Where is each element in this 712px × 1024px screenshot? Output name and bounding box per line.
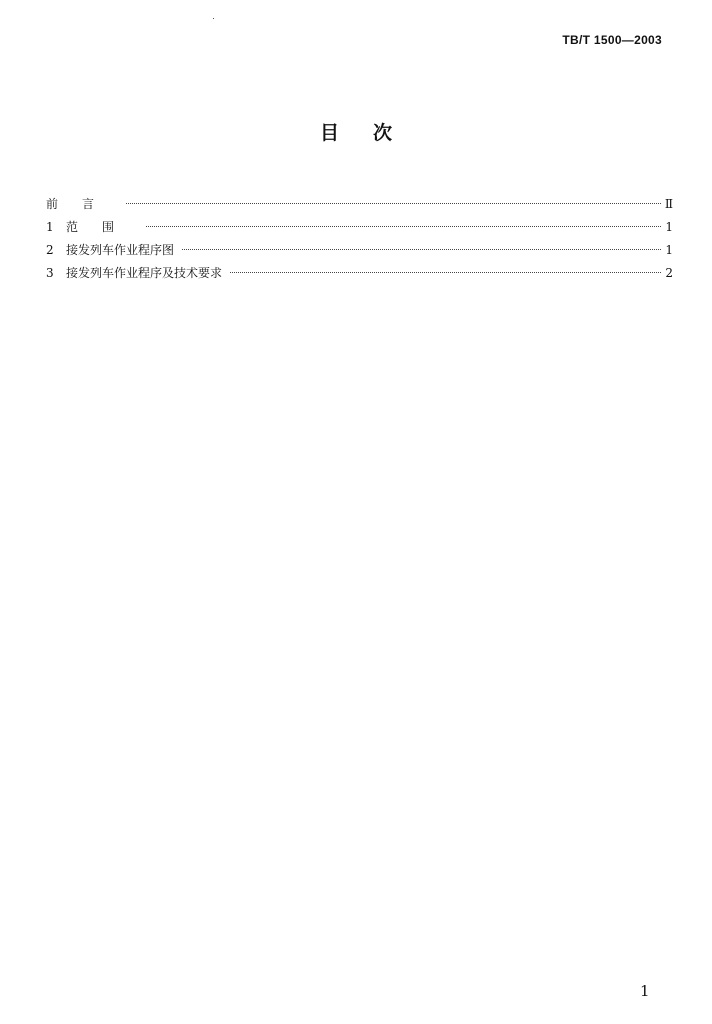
dot-leader xyxy=(182,249,661,250)
toc-entry-page: 1 xyxy=(665,220,673,234)
dot-leader xyxy=(146,226,661,227)
toc-entry-scope[interactable] xyxy=(46,216,673,239)
standard-code-header: TB/T 1500—2003 xyxy=(562,33,662,47)
toc-entry-procedure-diagram[interactable] xyxy=(46,239,673,262)
toc-entry-label: 范围 xyxy=(66,220,139,234)
page-number: 1 xyxy=(640,982,650,1000)
toc-entry-label: 前言 xyxy=(46,197,119,211)
toc-entry-number: 3 xyxy=(46,266,54,280)
toc-entry-foreword[interactable] xyxy=(46,193,673,216)
dot-leader xyxy=(126,203,661,204)
toc-entry-number: 1 xyxy=(46,220,54,234)
toc-entry-page: 2 xyxy=(665,266,673,280)
scan-speck xyxy=(213,18,214,19)
toc-entry-number: 2 xyxy=(46,243,54,257)
toc-entry-label: 接发列车作业程序及技术要求 xyxy=(66,266,223,280)
toc-entry-page: 1 xyxy=(665,243,673,257)
toc-entry-procedure-requirements[interactable] xyxy=(46,262,673,285)
table-of-contents xyxy=(46,193,673,285)
dot-leader xyxy=(230,272,661,273)
toc-entry-page: Ⅱ xyxy=(664,197,673,211)
toc-title: 目次 xyxy=(319,122,426,144)
toc-entry-label: 接发列车作业程序图 xyxy=(66,243,175,257)
